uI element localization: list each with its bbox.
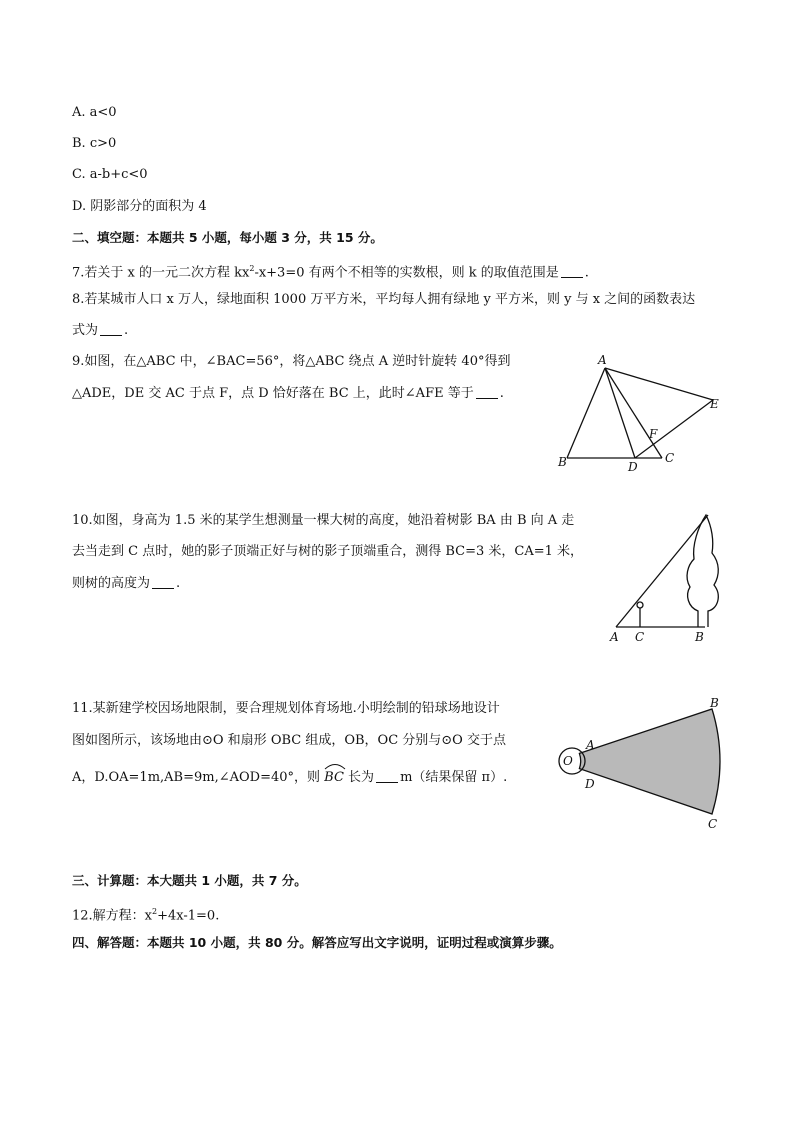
q7-text-post: -x+3=0 有两个不相等的实数根，则 k 的取值范围是 bbox=[254, 265, 559, 281]
question-11-line1: 11.某新建学校因场地限制，要合理规划体育场地.小明绘制的铅球场地设计 bbox=[72, 701, 500, 716]
section-heading-answers: 四、解答题：本题共 10 小题，共 80 分。解答应写出文字说明，证明过程或演算步骤。 bbox=[72, 935, 562, 950]
q10-text-pre: 则树的高度为 bbox=[72, 576, 151, 591]
label-O: O bbox=[563, 754, 573, 768]
label-A: A bbox=[598, 353, 607, 367]
question-11-line3 bbox=[72, 766, 507, 787]
q8-end: . bbox=[124, 323, 129, 338]
option-c: C. a-b+c<0 bbox=[72, 167, 148, 182]
arc-symbol bbox=[324, 762, 346, 770]
question-9-line1: 9.如图，在△ABC 中，∠BAC=56°，将△ABC 绕点 A 逆时针旋转 40°得到 bbox=[72, 354, 511, 369]
q7-exponent: 2 bbox=[249, 264, 255, 273]
q7-end: . bbox=[584, 265, 589, 281]
q11-text-pre: A，D.OA=1m,AB=9m,∠AOD=40°，则 bbox=[72, 770, 321, 785]
shot-put-field-figure bbox=[550, 695, 740, 835]
answer-blank[interactable] bbox=[561, 265, 583, 278]
label-C: C bbox=[665, 451, 675, 465]
label-A: A bbox=[586, 738, 595, 752]
question-8-line1: 8.若某城市人口 x 万人，绿地面积 1000 万平方米，平均每人拥有绿地 y 平方米，则 y 与 x 之间的函数表达 bbox=[72, 292, 696, 307]
triangle-rotation-figure bbox=[550, 350, 740, 475]
label-C: C bbox=[635, 630, 645, 644]
question-11-line2: 图如图所示，该场地由⊙O 和扇形 OBC 组成，OB，OC 分别与⊙O 交于点 bbox=[72, 733, 506, 748]
q9-end: . bbox=[499, 386, 504, 401]
arc-bc-notation bbox=[324, 766, 344, 787]
label-B: B bbox=[710, 696, 719, 710]
q9-text-pre: △ADE，DE 交 AC 于点 F，点 D 恰好落在 BC 上，此时∠AFE 等于 bbox=[72, 386, 474, 401]
question-9-line2 bbox=[72, 385, 504, 403]
question-10-line3 bbox=[72, 575, 180, 593]
question-10-line2: 去当走到 C 点时，她的影子顶端正好与树的影子顶端重合，测得 BC=3 米，CA=1 米， bbox=[72, 544, 584, 559]
label-E: E bbox=[710, 397, 719, 411]
option-d: D. 阴影部分的面积为 4 bbox=[72, 199, 207, 214]
label-D: D bbox=[585, 777, 595, 791]
question-10-line1: 10.如图，身高为 1.5 米的某学生想测量一棵大树的高度，她沿着树影 BA 由 B 向 A 走 bbox=[72, 513, 575, 528]
q12-text-post: +4x-1=0. bbox=[157, 908, 220, 924]
option-a: A. a<0 bbox=[72, 105, 117, 120]
q12-text-pre: 12.解方程：x bbox=[72, 908, 153, 924]
answer-blank[interactable] bbox=[152, 576, 174, 589]
q12-exponent: 2 bbox=[152, 907, 158, 916]
question-7 bbox=[72, 260, 589, 282]
label-A: A bbox=[610, 630, 619, 644]
answer-blank[interactable] bbox=[476, 386, 498, 399]
tree-shadow-figure bbox=[600, 505, 730, 645]
arc-label: BC bbox=[324, 770, 344, 785]
q7-text-pre: 7.若关于 x 的一元二次方程 kx bbox=[72, 265, 250, 281]
option-b: B. c>0 bbox=[72, 136, 117, 151]
section-heading-calculation: 三、计算题：本大题共 1 小题，共 7 分。 bbox=[72, 873, 307, 888]
question-8-line2 bbox=[72, 322, 128, 340]
label-D: D bbox=[628, 460, 638, 474]
label-C: C bbox=[708, 817, 718, 831]
section-heading-fill-in: 二、填空题：本题共 5 小题，每小题 3 分，共 15 分。 bbox=[72, 230, 383, 245]
question-12 bbox=[72, 903, 219, 925]
label-B: B bbox=[558, 455, 567, 469]
q11-text-post: m（结果保留 π）. bbox=[400, 770, 508, 785]
label-F: F bbox=[649, 427, 658, 441]
answer-blank[interactable] bbox=[376, 770, 398, 783]
answer-blank[interactable] bbox=[100, 323, 122, 336]
q10-end: . bbox=[176, 576, 181, 591]
shaded-sector-region bbox=[579, 709, 720, 814]
q8-text-pre: 式为 bbox=[72, 323, 99, 338]
label-B: B bbox=[695, 630, 704, 644]
q11-text-mid: 长为 bbox=[348, 770, 375, 785]
